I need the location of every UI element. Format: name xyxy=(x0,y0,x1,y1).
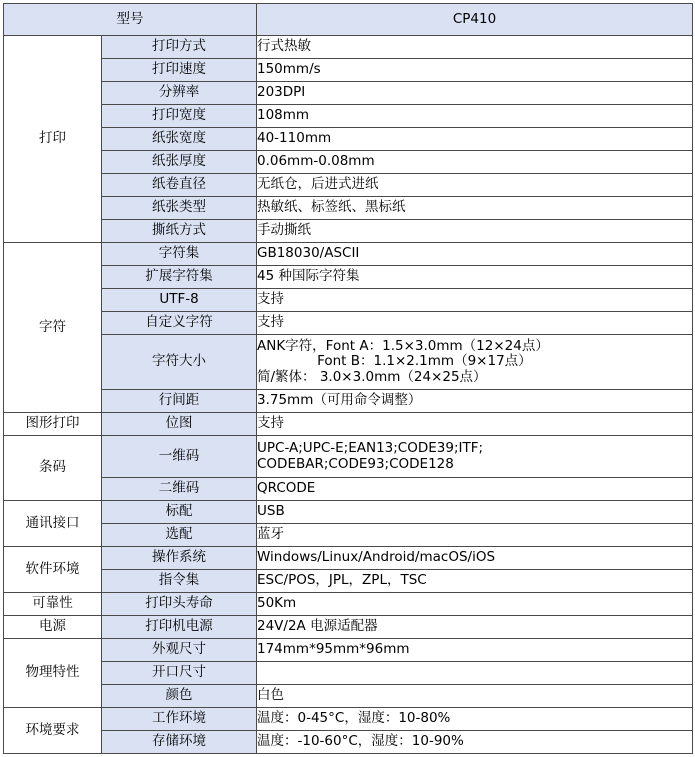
label-paper-type: 纸张类型 xyxy=(102,197,257,220)
group-graphics: 图形打印 xyxy=(4,413,102,436)
table-row xyxy=(4,266,693,289)
label-os: 操作系统 xyxy=(102,547,257,570)
value-custom-char: 支持 xyxy=(257,312,693,335)
table-row xyxy=(4,220,693,243)
table-row xyxy=(4,478,693,501)
value-storage-env: 温度：-10-60°C，湿度：10-90% xyxy=(257,731,693,754)
model-label: 型号 xyxy=(4,4,257,36)
value-comm-standard: USB xyxy=(257,501,693,524)
value-tear-method: 手动撕纸 xyxy=(257,220,693,243)
table-row xyxy=(4,243,693,266)
label-dimensions: 外观尺寸 xyxy=(102,639,257,662)
group-print: 打印 xyxy=(4,36,102,243)
label-opening-size: 开口尺寸 xyxy=(102,662,257,685)
label-roll-diameter: 纸卷直径 xyxy=(102,174,257,197)
table-row xyxy=(4,128,693,151)
value-line-spacing: 3.75mm（可用命令调整） xyxy=(257,390,693,413)
table-row xyxy=(4,593,693,616)
label-char-size: 字符大小 xyxy=(102,335,257,390)
table-row xyxy=(4,390,693,413)
table-row xyxy=(4,59,693,82)
value-os: Windows/Linux/Android/macOS/iOS xyxy=(257,547,693,570)
value-barcode-2d: QRCODE xyxy=(257,478,693,501)
value-comm-optional: 蓝牙 xyxy=(257,524,693,547)
label-resolution: 分辨率 xyxy=(102,82,257,105)
value-resolution: 203DPI xyxy=(257,82,693,105)
label-paper-thickness: 纸张厚度 xyxy=(102,151,257,174)
label-line-spacing: 行间距 xyxy=(102,390,257,413)
table-row xyxy=(4,174,693,197)
table-row xyxy=(4,289,693,312)
barcode-1d-line-1: UPC-A;UPC-E;EAN13;CODE39;ITF; xyxy=(257,439,484,456)
label-tear-method: 撕纸方式 xyxy=(102,220,257,243)
label-paper-width: 纸张宽度 xyxy=(102,128,257,151)
value-charset: GB18030/ASCII xyxy=(257,243,693,266)
table-row xyxy=(4,312,693,335)
label-print-method: 打印方式 xyxy=(102,36,257,59)
table-row xyxy=(4,616,693,639)
label-barcode-1d: 一维码 xyxy=(102,436,257,478)
value-opening-size xyxy=(257,662,693,685)
label-bitmap: 位图 xyxy=(102,413,257,436)
label-storage-env: 存储环境 xyxy=(102,731,257,754)
group-comm: 通讯接口 xyxy=(4,501,102,547)
group-reliability: 可靠性 xyxy=(4,593,102,616)
label-printer-power: 打印机电源 xyxy=(102,616,257,639)
table-row xyxy=(4,413,693,436)
table-row xyxy=(4,436,693,478)
value-head-life: 50Km xyxy=(257,593,693,616)
table-row xyxy=(4,197,693,220)
value-paper-type: 热敏纸、标签纸、黑标纸 xyxy=(257,197,693,220)
barcode-1d-line-2: CODEBAR;CODE93;CODE128 xyxy=(257,455,454,472)
table-row xyxy=(4,570,693,593)
table-row xyxy=(4,708,693,731)
table-row xyxy=(4,731,693,754)
value-color: 白色 xyxy=(257,685,693,708)
table-row xyxy=(4,335,693,390)
label-utf8: UTF-8 xyxy=(102,289,257,312)
table-row xyxy=(4,662,693,685)
label-comm-standard: 标配 xyxy=(102,501,257,524)
table-row xyxy=(4,105,693,128)
label-operating-env: 工作环境 xyxy=(102,708,257,731)
label-color: 颜色 xyxy=(102,685,257,708)
value-commands: ESC/POS，JPL，ZPL，TSC xyxy=(257,570,693,593)
value-print-method: 行式热敏 xyxy=(257,36,693,59)
spec-table xyxy=(3,3,693,754)
group-power: 电源 xyxy=(4,616,102,639)
table-row xyxy=(4,524,693,547)
value-printer-power: 24V/2A 电源适配器 xyxy=(257,616,693,639)
value-bitmap: 支持 xyxy=(257,413,693,436)
group-physical: 物理特性 xyxy=(4,639,102,708)
value-print-width: 108mm xyxy=(257,105,693,128)
value-print-speed: 150mm/s xyxy=(257,59,693,82)
value-paper-width: 40-110mm xyxy=(257,128,693,151)
group-software: 软件环境 xyxy=(4,547,102,593)
label-custom-char: 自定义字符 xyxy=(102,312,257,335)
label-ext-charset: 扩展字符集 xyxy=(102,266,257,289)
label-barcode-2d: 二维码 xyxy=(102,478,257,501)
group-barcode: 条码 xyxy=(4,436,102,501)
table-row xyxy=(4,151,693,174)
table-row xyxy=(4,82,693,105)
label-print-speed: 打印速度 xyxy=(102,59,257,82)
label-print-width: 打印宽度 xyxy=(102,105,257,128)
value-char-size xyxy=(257,335,693,390)
table-row xyxy=(4,501,693,524)
char-size-line-2: Font B：1.1×2.1mm（9×17点） xyxy=(257,353,532,370)
table-header-row xyxy=(4,4,693,36)
label-comm-optional: 选配 xyxy=(102,524,257,547)
group-environment: 环境要求 xyxy=(4,708,102,754)
table-row xyxy=(4,639,693,662)
value-barcode-1d xyxy=(257,436,693,478)
group-charset: 字符 xyxy=(4,243,102,413)
table-row xyxy=(4,547,693,570)
label-commands: 指令集 xyxy=(102,570,257,593)
value-paper-thickness: 0.06mm-0.08mm xyxy=(257,151,693,174)
label-charset: 字符集 xyxy=(102,243,257,266)
value-roll-diameter: 无纸仓，后进式进纸 xyxy=(257,174,693,197)
table-row xyxy=(4,685,693,708)
model-value: CP410 xyxy=(257,4,693,36)
value-utf8: 支持 xyxy=(257,289,693,312)
table-row xyxy=(4,36,693,59)
char-size-line-3: 简/繁体： 3.0×3.0mm（24×25点） xyxy=(257,368,487,385)
value-dimensions: 174mm*95mm*96mm xyxy=(257,639,693,662)
value-ext-charset: 45 种国际字符集 xyxy=(257,266,693,289)
char-size-line-1: ANK字符，Font A：1.5×3.0mm（12×24点） xyxy=(257,337,549,354)
value-operating-env: 温度：0-45°C，湿度：10-80% xyxy=(257,708,693,731)
label-head-life: 打印头寿命 xyxy=(102,593,257,616)
